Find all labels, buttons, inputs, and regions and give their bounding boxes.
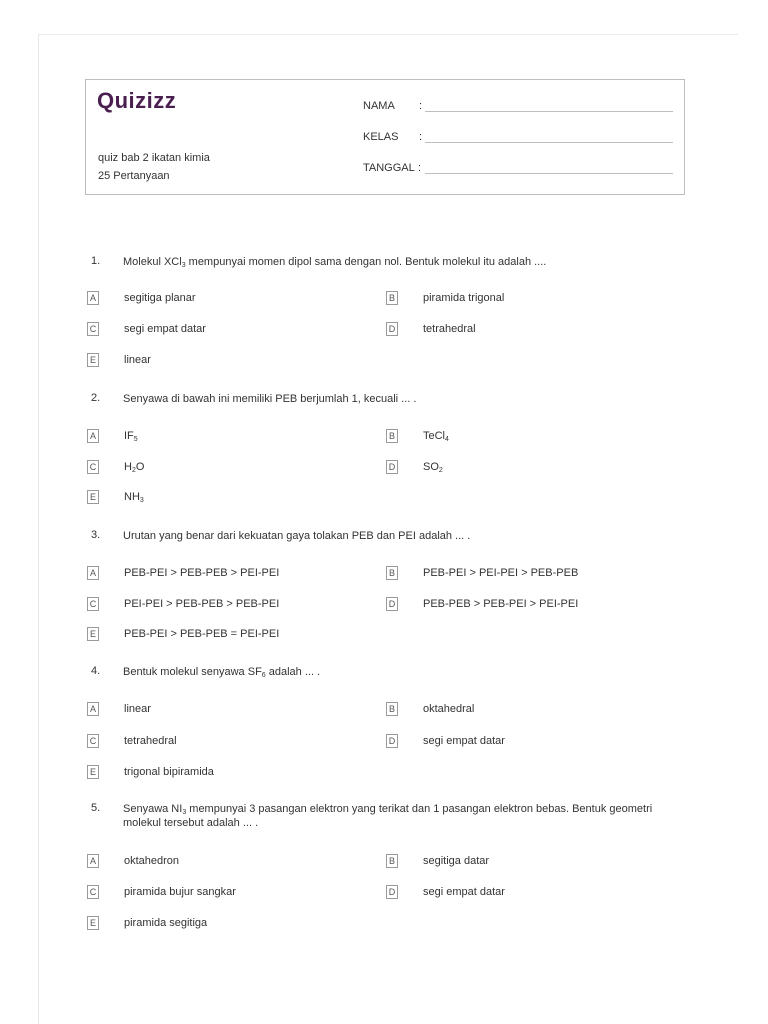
option-text — [124, 567, 279, 579]
option-letter-box: B — [386, 566, 398, 580]
question-subscript: 3 — [181, 262, 186, 269]
question-number: 2. — [91, 392, 101, 404]
class-line — [425, 142, 673, 143]
date-label: TANGGAL — [363, 162, 415, 174]
option-text-part: PEI-PEI > PEB-PEB > PEB-PEI — [124, 598, 280, 610]
option-letter-box: D — [386, 322, 398, 336]
name-line — [425, 111, 673, 112]
question-text-part: mempunyai 3 pasangan elektron yang terikat dan 1 pasangan elektron bebas. Bentuk geometri molekul tersebut adalah ... . — [123, 803, 653, 829]
option-text-part: PEB-PEI > PEI-PEI > PEB-PEB — [423, 567, 579, 579]
option-text — [423, 855, 489, 867]
question-text-part: Bentuk molekul senyawa SF — [123, 666, 262, 678]
date-line — [425, 173, 673, 174]
option-letter-box: E — [87, 353, 99, 367]
question-text-part: Molekul XCl — [123, 256, 182, 268]
question-text — [123, 665, 653, 679]
name-colon: : — [419, 100, 423, 112]
quiz-header — [85, 79, 685, 195]
option-text — [124, 855, 179, 867]
quiz-title: quiz bab 2 ikatan kimia — [98, 152, 210, 164]
question-text — [123, 392, 653, 406]
option-text-part: tetrahedral — [124, 735, 177, 747]
quizizz-logo: Quizizz — [97, 88, 177, 113]
option-letter-box: A — [87, 291, 99, 305]
option-text-part: segi empat datar — [423, 735, 505, 747]
question-text-part: Senyawa di bawah ini memiliki PEB berjumlah 1, kecuali ... . — [123, 393, 417, 405]
question-number: 5. — [91, 802, 101, 814]
option-letter-box: C — [87, 597, 99, 611]
option-text-part: tetrahedral — [423, 323, 476, 335]
question-number: 3. — [91, 529, 101, 541]
option-text-part: PEB-PEB > PEB-PEI > PEI-PEI — [423, 598, 579, 610]
option-letter-box: A — [87, 854, 99, 868]
question-text — [123, 802, 653, 830]
question-number: 4. — [91, 665, 101, 677]
option-text-part: H — [124, 461, 132, 473]
option-text-part: IF — [124, 430, 134, 442]
option-text-part: piramida segitiga — [124, 917, 208, 929]
option-letter-box: C — [87, 460, 99, 474]
option-text-part: piramida bujur sangkar — [124, 886, 236, 898]
question-subscript: 3 — [182, 809, 187, 816]
option-text-part: linear — [124, 703, 151, 715]
option-text-part: linear — [124, 354, 151, 366]
option-letter-box: D — [386, 460, 398, 474]
option-letter-box: A — [87, 702, 99, 716]
question-text-part: adalah ... . — [265, 666, 321, 678]
option-letter-box: B — [386, 702, 398, 716]
option-text — [423, 703, 474, 715]
question-number: 1. — [91, 255, 101, 267]
option-text — [124, 886, 236, 898]
option-text-part: oktahedron — [124, 855, 180, 867]
option-text-part: PEB-PEI > PEB-PEB > PEI-PEI — [124, 567, 280, 579]
option-text-part: PEB-PEI > PEB-PEB = PEI-PEI — [124, 628, 280, 640]
question-subscript: 6 — [261, 672, 266, 679]
question-text — [123, 255, 653, 269]
option-text — [124, 323, 206, 335]
option-text — [423, 430, 449, 442]
option-text-part: NH — [124, 491, 140, 503]
option-text — [124, 628, 279, 640]
option-text-part: segi empat datar — [423, 886, 505, 898]
option-text — [423, 567, 578, 579]
option-letter-box: D — [386, 597, 398, 611]
date-colon: : — [418, 162, 422, 174]
option-text-part: piramida trigonal — [423, 292, 505, 304]
question-text — [123, 529, 653, 543]
option-text-part: segitiga planar — [124, 292, 196, 304]
option-text-part: TeCl — [423, 430, 446, 442]
option-text — [423, 735, 505, 747]
option-text — [124, 430, 138, 442]
option-letter-box: C — [87, 885, 99, 899]
option-text — [423, 292, 504, 304]
option-text-part: segitiga datar — [423, 855, 490, 867]
option-letter-box: C — [87, 734, 99, 748]
option-letter-box: C — [87, 322, 99, 336]
option-text — [423, 323, 476, 335]
option-letter-box: D — [386, 734, 398, 748]
option-subscript: 3 — [139, 497, 144, 504]
option-letter-box: E — [87, 916, 99, 930]
option-text — [423, 886, 505, 898]
option-text — [423, 598, 578, 610]
option-letter-box: B — [386, 291, 398, 305]
option-text — [124, 354, 151, 366]
class-label: KELAS — [363, 131, 399, 143]
option-text — [124, 461, 144, 473]
question-text-part: mempunyai momen dipol sama dengan nol. Bentuk molekul itu adalah .... — [185, 256, 547, 268]
question-count: 25 Pertanyaan — [98, 170, 170, 182]
question-text-part: Senyawa NI — [123, 803, 183, 815]
option-text-part: oktahedral — [423, 703, 475, 715]
option-subscript: 2 — [438, 467, 443, 474]
class-colon: : — [419, 131, 423, 143]
option-text — [124, 766, 214, 778]
option-text-part: SO — [423, 461, 439, 473]
option-text — [124, 491, 144, 503]
option-text-part: trigonal bipiramida — [124, 766, 214, 778]
option-text-part: O — [135, 461, 145, 473]
option-text — [124, 703, 151, 715]
option-letter-box: E — [87, 765, 99, 779]
option-letter-box: B — [386, 854, 398, 868]
option-letter-box: E — [87, 627, 99, 641]
option-subscript: 4 — [445, 436, 449, 443]
option-letter-box: A — [87, 429, 99, 443]
option-text-part: segi empat datar — [124, 323, 206, 335]
name-label: NAMA — [363, 100, 395, 112]
option-letter-box: E — [87, 490, 99, 504]
option-letter-box: D — [386, 885, 398, 899]
question-text-part: Urutan yang benar dari kekuatan gaya tolakan PEB dan PEI adalah ... . — [123, 530, 471, 542]
option-text — [124, 917, 207, 929]
option-text — [423, 461, 443, 473]
option-text — [124, 735, 177, 747]
option-subscript: 2 — [131, 467, 136, 474]
option-subscript: 5 — [133, 436, 138, 443]
option-text — [124, 598, 279, 610]
option-letter-box: B — [386, 429, 398, 443]
option-letter-box: A — [87, 566, 99, 580]
option-text — [124, 292, 196, 304]
